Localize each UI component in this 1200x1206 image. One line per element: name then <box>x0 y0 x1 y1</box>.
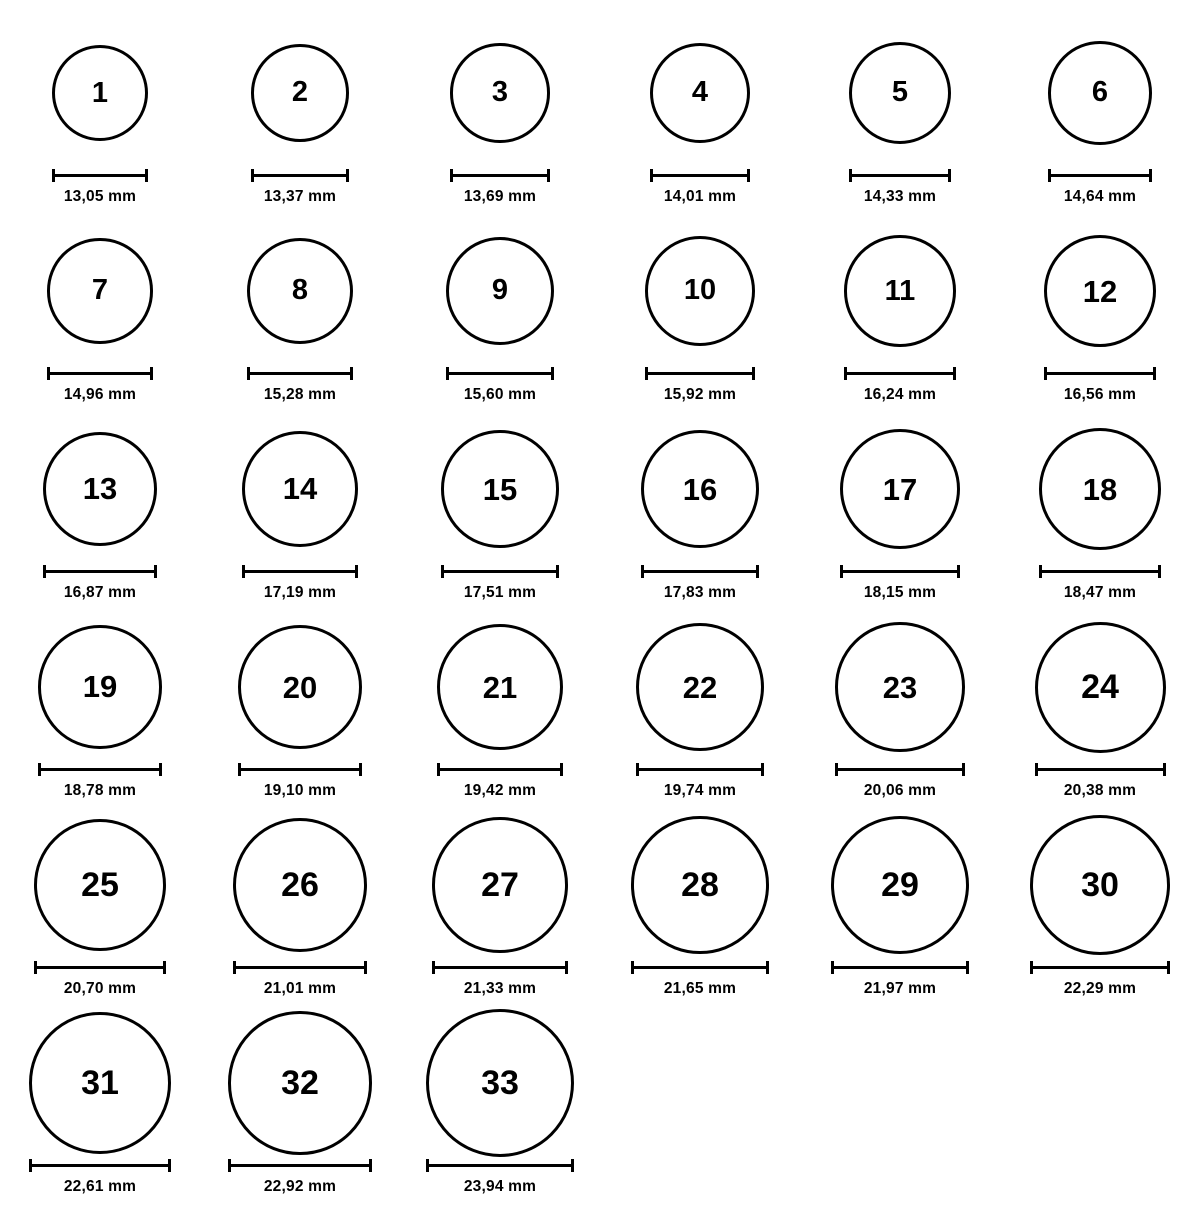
ring-size-number: 28 <box>681 866 719 904</box>
diameter-measure-line <box>441 564 558 578</box>
ring-size-number: 32 <box>281 1064 319 1102</box>
measure-bar <box>43 570 157 573</box>
measure-bar <box>432 966 568 969</box>
ring-circle <box>1039 428 1161 550</box>
measure-bar <box>831 966 970 969</box>
diameter-value: 14,96 mm <box>63 386 137 403</box>
ring-circle-wrap <box>844 216 955 366</box>
ring-circle-wrap <box>1035 612 1166 762</box>
ring-size-number: 27 <box>481 866 519 904</box>
ring-circle <box>228 1011 371 1154</box>
ring-size-number: 2 <box>291 76 309 109</box>
ring-size-number: 7 <box>91 274 109 307</box>
ring-size-number: 10 <box>683 274 717 307</box>
ring-size-number: 22 <box>682 669 718 705</box>
ring-circle <box>446 237 554 345</box>
diameter-measure-line <box>247 366 354 380</box>
diameter-value: 13,69 mm <box>463 188 537 205</box>
diameter-value: 23,94 mm <box>463 1178 537 1195</box>
diameter-value: 20,06 mm <box>863 782 937 799</box>
ring-size-cell <box>205 1008 395 1206</box>
ring-size-cell <box>405 612 595 810</box>
ring-circle-wrap <box>251 18 349 168</box>
ring-circle <box>849 42 951 144</box>
diameter-value: 21,97 mm <box>863 980 937 997</box>
diameter-value: 14,33 mm <box>863 188 937 205</box>
diameter-value: 22,29 mm <box>1063 980 1137 997</box>
ring-size-number: 20 <box>282 669 318 705</box>
ring-circle <box>251 44 349 142</box>
ring-size-cell <box>605 18 795 216</box>
diameter-measure-line <box>233 960 367 974</box>
ring-circle-wrap <box>831 810 970 960</box>
ring-size-number: 30 <box>1081 865 1119 904</box>
ring-size-number: 15 <box>482 471 518 507</box>
ring-circle-wrap <box>43 414 157 564</box>
measure-bar <box>242 570 358 573</box>
ring-circle-wrap <box>247 216 354 366</box>
diameter-value: 19,74 mm <box>663 782 737 799</box>
diameter-measure-line <box>251 168 349 182</box>
ring-circle <box>426 1009 574 1157</box>
ring-size-number: 6 <box>1091 76 1109 109</box>
measure-bar <box>1039 570 1161 573</box>
diameter-measure-line <box>1044 366 1157 380</box>
ring-size-number: 4 <box>691 76 709 109</box>
measure-bar <box>247 372 354 375</box>
ring-circle-wrap <box>233 810 367 960</box>
diameter-measure-line <box>641 564 760 578</box>
diameter-value: 17,83 mm <box>663 584 737 601</box>
ring-circle <box>247 238 354 345</box>
ring-circle-wrap <box>641 414 760 564</box>
diameter-measure-line <box>228 1158 371 1172</box>
ring-size-cell <box>5 18 195 216</box>
ring-size-number: 14 <box>282 471 318 507</box>
measure-bar <box>840 570 960 573</box>
measure-bar <box>450 174 549 177</box>
ring-size-cell <box>5 414 195 612</box>
ring-size-cell <box>405 216 595 414</box>
ring-circle <box>43 432 157 546</box>
measure-bar <box>636 768 764 771</box>
measure-bar <box>631 966 768 969</box>
ring-size-number: 19 <box>82 669 118 705</box>
measure-bar <box>835 768 964 771</box>
diameter-measure-line <box>446 366 554 380</box>
ring-size-cell <box>1005 18 1195 216</box>
measure-bar <box>426 1164 574 1167</box>
ring-circle <box>631 816 768 953</box>
measure-bar <box>228 1164 371 1167</box>
diameter-value: 14,01 mm <box>663 188 737 205</box>
diameter-value: 22,61 mm <box>63 1178 137 1195</box>
diameter-measure-line <box>835 762 964 776</box>
measure-bar <box>251 174 349 177</box>
diameter-measure-line <box>1039 564 1161 578</box>
ring-size-cell <box>605 414 795 612</box>
diameter-measure-line <box>426 1158 574 1172</box>
diameter-measure-line <box>43 564 157 578</box>
ring-circle <box>441 430 558 547</box>
ring-circle-wrap <box>47 216 152 366</box>
ring-size-cell <box>205 18 395 216</box>
ring-size-cell <box>805 612 995 810</box>
measure-bar <box>437 768 563 771</box>
diameter-value: 15,28 mm <box>263 386 337 403</box>
ring-circle <box>1035 622 1166 753</box>
ring-size-cell <box>605 612 795 810</box>
ring-size-cell <box>805 18 995 216</box>
ring-circle-wrap <box>1044 216 1157 366</box>
ring-size-number: 3 <box>491 76 509 109</box>
ring-circle <box>38 625 161 748</box>
ring-circle-wrap <box>228 1008 371 1158</box>
ring-size-number: 16 <box>682 471 718 507</box>
measure-bar <box>844 372 955 375</box>
ring-circle <box>1048 41 1152 145</box>
ring-circle-wrap <box>1048 18 1152 168</box>
ring-size-cell <box>1005 216 1195 414</box>
ring-size-cell <box>205 414 395 612</box>
ring-size-cell <box>805 216 995 414</box>
diameter-value: 16,24 mm <box>863 386 937 403</box>
ring-circle-wrap <box>29 1008 171 1158</box>
ring-circle-wrap <box>238 612 363 762</box>
ring-size-number: 8 <box>291 274 309 307</box>
ring-size-number: 25 <box>81 865 119 904</box>
ring-size-cell <box>205 810 395 1008</box>
ring-circle-wrap <box>1030 810 1170 960</box>
ring-size-number: 31 <box>81 1063 119 1102</box>
ring-circle <box>432 817 568 953</box>
ring-circle-wrap <box>52 18 148 168</box>
ring-circle <box>1044 235 1157 348</box>
diameter-value: 16,87 mm <box>63 584 137 601</box>
ring-circle <box>835 622 964 751</box>
ring-circle <box>636 623 764 751</box>
ring-circle-wrap <box>426 1008 574 1158</box>
ring-circle <box>450 43 549 142</box>
ring-size-number: 13 <box>82 471 118 507</box>
ring-circle <box>641 430 760 549</box>
ring-circle <box>831 816 970 955</box>
ring-circle-wrap <box>835 612 964 762</box>
ring-size-cell <box>405 1008 595 1206</box>
ring-size-cell <box>1005 414 1195 612</box>
measure-bar <box>34 966 167 969</box>
diameter-value: 13,37 mm <box>263 188 337 205</box>
diameter-measure-line <box>631 960 768 974</box>
ring-size-cell <box>1005 612 1195 810</box>
diameter-value: 15,92 mm <box>663 386 737 403</box>
ring-size-cell <box>5 612 195 810</box>
measure-bar <box>650 174 751 177</box>
diameter-value: 21,65 mm <box>663 980 737 997</box>
ring-circle-wrap <box>432 810 568 960</box>
ring-size-number: 24 <box>1081 668 1119 706</box>
diameter-measure-line <box>636 762 764 776</box>
measure-bar <box>446 372 554 375</box>
measure-bar <box>1030 966 1170 969</box>
diameter-measure-line <box>840 564 960 578</box>
diameter-value: 17,19 mm <box>263 584 337 601</box>
ring-circle <box>238 625 363 750</box>
ring-circle-wrap <box>849 18 951 168</box>
diameter-value: 17,51 mm <box>463 584 537 601</box>
diameter-measure-line <box>38 762 161 776</box>
diameter-measure-line <box>1048 168 1152 182</box>
ring-circle-wrap <box>1039 414 1161 564</box>
ring-size-cell <box>5 1008 195 1206</box>
diameter-measure-line <box>238 762 363 776</box>
ring-size-cell <box>805 810 995 1008</box>
diameter-value: 19,42 mm <box>463 782 537 799</box>
measure-bar <box>441 570 558 573</box>
ring-circle <box>1030 815 1170 955</box>
ring-size-grid <box>0 18 1200 1206</box>
diameter-measure-line <box>450 168 549 182</box>
diameter-measure-line <box>1035 762 1166 776</box>
diameter-measure-line <box>844 366 955 380</box>
ring-size-number: 12 <box>1082 273 1118 309</box>
ring-circle-wrap <box>34 810 167 960</box>
ring-circle <box>242 431 358 547</box>
ring-circle-wrap <box>650 18 751 168</box>
ring-circle-wrap <box>242 414 358 564</box>
ring-size-number: 1 <box>91 76 109 109</box>
ring-size-cell <box>5 810 195 1008</box>
diameter-measure-line <box>29 1158 171 1172</box>
measure-bar <box>1048 174 1152 177</box>
ring-size-cell <box>805 414 995 612</box>
ring-size-number: 23 <box>882 669 918 705</box>
ring-size-cell <box>405 18 595 216</box>
ring-circle <box>47 238 152 343</box>
ring-size-number: 29 <box>881 865 919 904</box>
ring-circle-wrap <box>38 612 161 762</box>
diameter-measure-line <box>650 168 751 182</box>
ring-size-cell <box>405 414 595 612</box>
diameter-value: 21,01 mm <box>263 980 337 997</box>
diameter-value: 21,33 mm <box>463 980 537 997</box>
diameter-measure-line <box>52 168 148 182</box>
diameter-value: 16,56 mm <box>1063 386 1137 403</box>
ring-circle <box>29 1012 171 1154</box>
ring-size-cell <box>605 216 795 414</box>
ring-size-number: 26 <box>281 866 319 904</box>
measure-bar <box>849 174 951 177</box>
ring-circle-wrap <box>441 414 558 564</box>
ring-size-cell <box>205 216 395 414</box>
diameter-measure-line <box>242 564 358 578</box>
measure-bar <box>1035 768 1166 771</box>
ring-circle-wrap <box>437 612 563 762</box>
diameter-value: 19,10 mm <box>263 782 337 799</box>
ring-circle-wrap <box>840 414 960 564</box>
ring-circle <box>233 818 367 952</box>
ring-size-number: 21 <box>482 669 518 705</box>
diameter-measure-line <box>831 960 970 974</box>
ring-circle-wrap <box>450 18 549 168</box>
ring-size-number: 17 <box>882 471 918 507</box>
ring-size-cell <box>205 612 395 810</box>
measure-bar <box>1044 372 1157 375</box>
diameter-measure-line <box>437 762 563 776</box>
measure-bar <box>38 768 161 771</box>
diameter-value: 15,60 mm <box>463 386 537 403</box>
ring-size-number: 5 <box>891 76 909 109</box>
ring-size-number: 18 <box>1082 471 1118 507</box>
diameter-value: 14,64 mm <box>1063 188 1137 205</box>
diameter-value: 18,47 mm <box>1063 584 1137 601</box>
diameter-measure-line <box>47 366 152 380</box>
diameter-measure-line <box>432 960 568 974</box>
ring-circle <box>844 235 955 346</box>
diameter-measure-line <box>34 960 167 974</box>
ring-size-number: 33 <box>481 1064 519 1102</box>
ring-circle-wrap <box>636 612 764 762</box>
ring-size-cell <box>1005 810 1195 1008</box>
ring-circle <box>650 43 751 144</box>
ring-size-cell <box>405 810 595 1008</box>
diameter-measure-line <box>645 366 755 380</box>
ring-size-number: 11 <box>884 274 916 307</box>
diameter-value: 20,70 mm <box>63 980 137 997</box>
ring-circle-wrap <box>645 216 755 366</box>
ring-circle-wrap <box>631 810 768 960</box>
diameter-measure-line <box>1030 960 1170 974</box>
diameter-value: 22,92 mm <box>263 1178 337 1195</box>
measure-bar <box>52 174 148 177</box>
diameter-value: 18,15 mm <box>863 584 937 601</box>
measure-bar <box>238 768 363 771</box>
diameter-value: 20,38 mm <box>1063 782 1137 799</box>
measure-bar <box>47 372 152 375</box>
ring-circle <box>840 429 960 549</box>
measure-bar <box>29 1164 171 1167</box>
measure-bar <box>641 570 760 573</box>
ring-circle-wrap <box>446 216 554 366</box>
ring-circle <box>34 819 167 952</box>
ring-size-cell <box>5 216 195 414</box>
ring-size-cell <box>605 810 795 1008</box>
diameter-measure-line <box>849 168 951 182</box>
measure-bar <box>645 372 755 375</box>
ring-circle <box>645 236 755 346</box>
ring-circle <box>52 45 148 141</box>
measure-bar <box>233 966 367 969</box>
diameter-value: 13,05 mm <box>63 188 137 205</box>
ring-circle <box>437 624 563 750</box>
diameter-value: 18,78 mm <box>63 782 137 799</box>
ring-size-number: 9 <box>491 274 509 307</box>
